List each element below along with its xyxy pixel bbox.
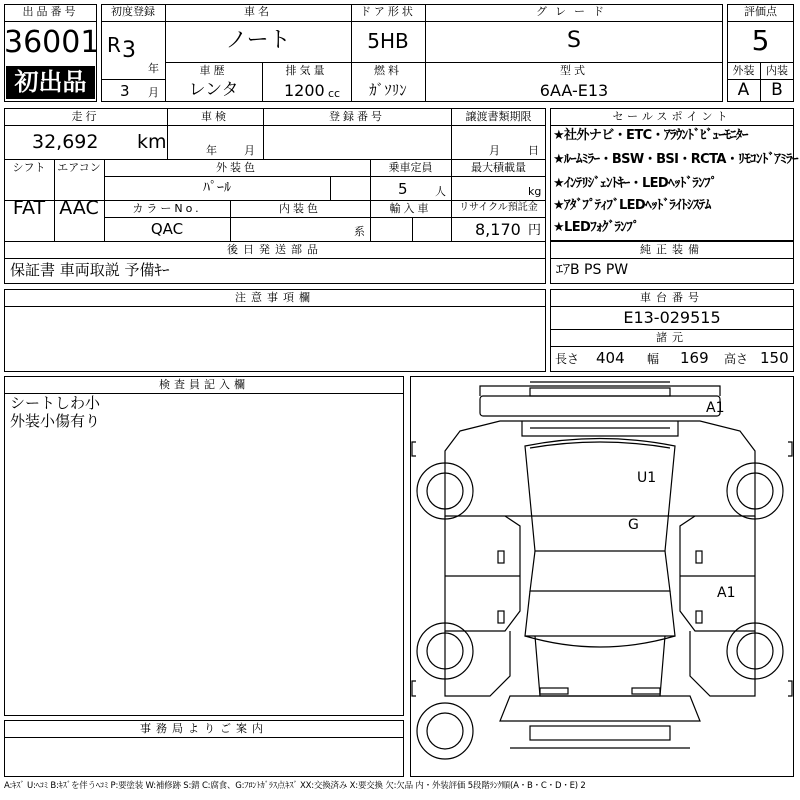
displacement-unit: cc (328, 87, 341, 100)
transfer-month-unit: 月 (489, 144, 500, 157)
door-label: ドア形状 (360, 5, 416, 18)
height-label: 高さ (724, 352, 749, 366)
inspection-year-unit: 年 (206, 144, 217, 157)
notes-label: 注意事項欄 (235, 291, 315, 304)
later-parts-label: 後日発送部品 (227, 243, 323, 256)
dimensions-label: 諸元 (656, 331, 688, 344)
capacity-unit: 人 (435, 185, 446, 198)
car-name-value: ノート (225, 28, 291, 53)
registration-label: 初度登録 (111, 5, 155, 18)
roof-damage-mark: U1 (637, 470, 657, 486)
grade-label: グレード (536, 5, 612, 18)
right-side-damage-mark: A1 (717, 585, 736, 601)
width-value: 169 (680, 349, 709, 367)
sales-point-item: ★ｲﾝﾃﾘｼﾞｪﾝﾄｷｰ・LEDﾍｯﾄﾞﾗﾝﾌﾟ (553, 176, 717, 191)
sales-point-item: ★ｱﾀﾞﾌﾟﾃｨﾌﾞLEDﾍｯﾄﾞﾗｲﾄｼｽﾃﾑ (553, 198, 711, 213)
equipment-value: ｴｱB PS PW (556, 262, 629, 278)
interior-score-value: B (771, 80, 783, 100)
sales-points-label: セールスポイント (612, 110, 732, 123)
chassis-value: E13-029515 (623, 308, 721, 327)
shift-label: シフト (12, 161, 46, 174)
grade-value: S (567, 28, 581, 53)
color-no-label: カラーNo. (132, 202, 202, 215)
recycle-label: リサイクル預託金 (459, 202, 538, 213)
model-label: 型式 (560, 64, 588, 77)
registration-month: 3 (120, 82, 130, 100)
registration-era: R (107, 33, 121, 57)
legend-text: A:ｷｽﾞ U:ﾍｺﾐ B:ｷｽﾞを伴うﾍｺﾐ P:要塗装 W:補修跡 S:錆 C:腐食、G:ﾌﾛﾝﾄｶﾞﾗｽ点ｷｽﾞ XX:交換済み X:要交換 欠:欠品 内・外装評価 5段階ﾗﾝｸ順(A・B・C・D・E) 2 (4, 781, 586, 791)
max-load-unit: kg (528, 185, 542, 198)
mileage-value: 32,692 (32, 131, 99, 153)
interior-color-label: 内装色 (279, 202, 321, 215)
history-label: 車歴 (199, 64, 228, 77)
first-listing-badge: 初出品 (6, 66, 95, 99)
interior-color-unit: 系 (354, 225, 365, 238)
equipment-label: 純正装備 (640, 243, 704, 256)
later-parts-value: 保証書 車両取説 予備ｷｰ (10, 261, 170, 279)
mileage-unit: km (137, 131, 167, 153)
displacement-label: 排気量 (285, 64, 328, 77)
fuel-value: ｶﾞｿﾘﾝ (369, 81, 407, 99)
model-value: 6AA-E13 (539, 81, 609, 100)
door-value: 5HB (367, 29, 409, 53)
score-label: 評価点 (744, 5, 777, 18)
car-name-label: 車名 (244, 5, 272, 18)
exterior-score-label: 外装 (732, 64, 755, 77)
lot-label: 出品番号 (22, 5, 79, 18)
import-label: 輸入車 (389, 202, 432, 215)
registration-month-unit: 月 (148, 86, 159, 99)
length-value: 404 (596, 349, 625, 367)
sales-point-item: ★社外ナビ・ETC・ｱﾗｳﾝﾄﾞﾋﾞｭｰﾓﾆﾀｰ (553, 128, 748, 143)
front-damage-mark: A1 (706, 400, 725, 416)
exterior-score-value: A (737, 80, 750, 100)
displacement-value: 1200 (284, 81, 325, 100)
height-value: 150 (760, 349, 789, 367)
recycle-unit: 円 (528, 223, 542, 238)
interior-score-label: 内装 (766, 64, 788, 77)
capacity-value: 5 (398, 180, 408, 198)
fuel-label: 燃料 (374, 64, 402, 77)
transfer-label: 譲渡書類期限 (465, 110, 532, 123)
aircon-value: AAC (59, 197, 99, 219)
registration-year-unit: 年 (148, 62, 159, 75)
capacity-label: 乗車定員 (388, 161, 433, 174)
inspector-label: 検査員記入欄 (159, 378, 249, 391)
inspector-line: シートしわ小 (10, 394, 101, 412)
plate-label: 登録番号 (329, 110, 385, 123)
color-no-value: QAC (150, 220, 184, 238)
shift-value: FAT (12, 197, 46, 219)
mileage-label: 走行 (71, 110, 100, 123)
sales-point-item: ★ﾙｰﾑﾐﾗｰ・BSW・BSI・RCTA・ﾘﾓｺﾝﾄﾞｱﾐﾗｰ (553, 152, 798, 167)
sales-point-item: ★LEDﾌｫｸﾞﾗﾝﾌﾟ (553, 220, 639, 235)
inspector-line: 外装小傷有り (10, 412, 101, 430)
max-load-label: 最大積載量 (471, 161, 526, 174)
exterior-color-value: ﾊﾟｰﾙ (203, 180, 231, 196)
score-value: 5 (751, 24, 770, 57)
length-label: 長さ (555, 352, 580, 366)
lot-number: 36001 (4, 25, 100, 60)
exterior-color-label: 外装色 (216, 161, 258, 174)
registration-year: 3 (122, 38, 136, 63)
office-label: 事務局よりご案内 (140, 722, 268, 735)
inspection-month-unit: 月 (244, 144, 255, 157)
transfer-day-unit: 日 (528, 144, 539, 157)
recycle-value: 8,170 (475, 220, 521, 239)
car-diagram (410, 376, 794, 777)
windshield-damage-mark: G (628, 517, 639, 533)
chassis-label: 車台番号 (640, 291, 704, 304)
aircon-label: エアコン (57, 161, 101, 174)
width-label: 幅 (647, 352, 660, 366)
inspection-label: 車検 (201, 110, 229, 123)
history-value: レンタ (188, 80, 239, 100)
